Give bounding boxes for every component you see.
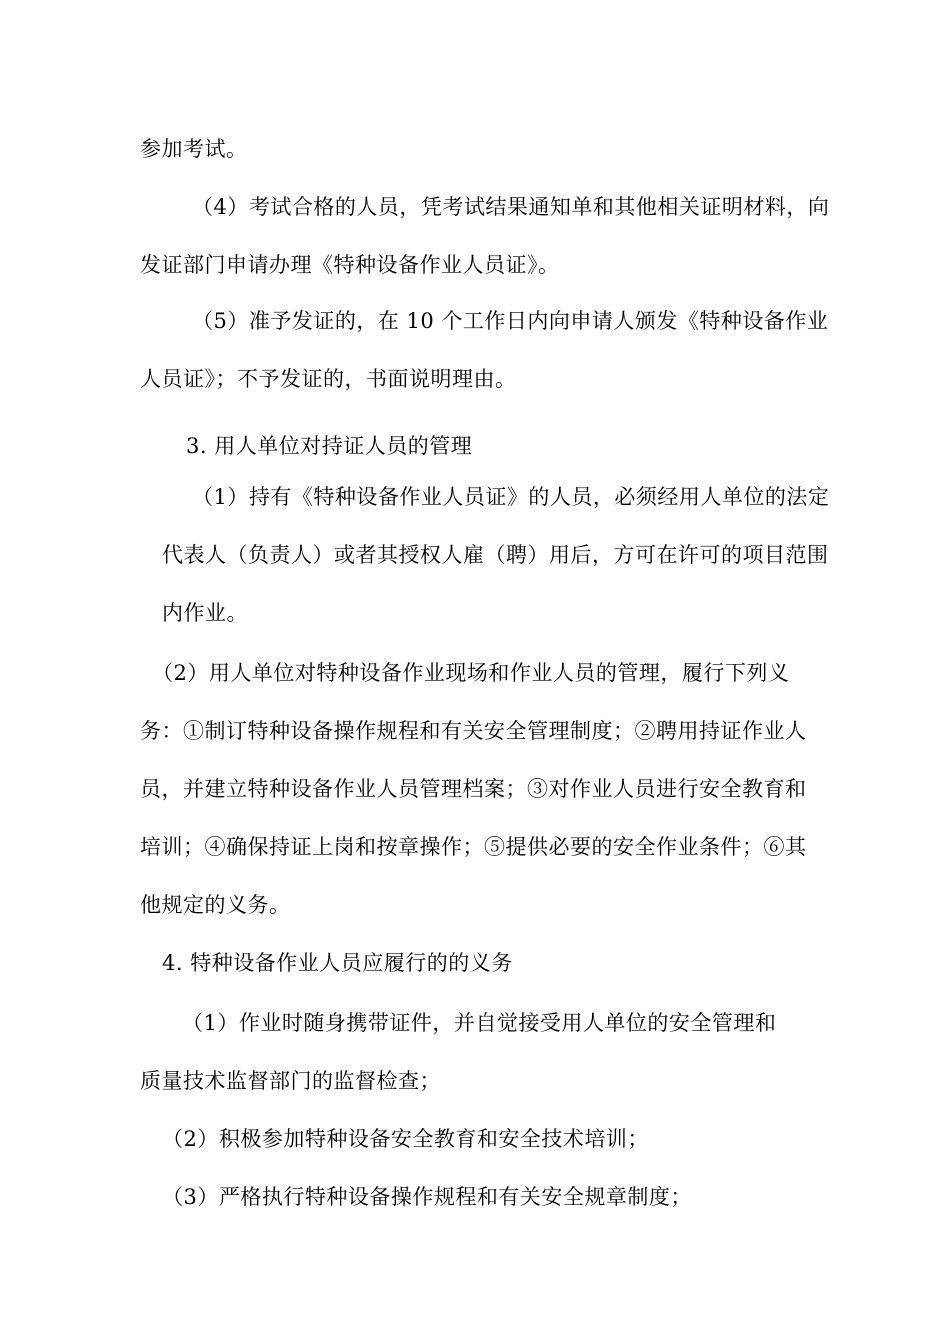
section-heading: 4. 特种设备作业人员应履行的的义务 (162, 951, 513, 975)
text-line: （3）严格执行特种设备操作规程和有关安全规章制度； (162, 1185, 692, 1209)
text-line: 他规定的义务。 (140, 893, 291, 917)
text-line: 发证部门申请办理《特种设备作业人员证》。 (140, 253, 560, 277)
text-line: （2）积极参加特种设备安全教育和安全技术培训； (162, 1127, 649, 1151)
text-line: 员，并建立特种设备作业人员管理档案；③对作业人员进行安全教育和 (140, 777, 807, 801)
text-line: 培训；④确保持证上岗和按章操作；⑤提供必要的安全作业条件；⑥其 (140, 835, 807, 859)
text-line: （5）准予发证的，在 10 个工作日内向申请人颁发《特种设备作业 (192, 309, 829, 333)
text-line: （2）用人单位对特种设备作业现场和作业人员的管理，履行下列义 (152, 661, 790, 685)
text-line: 参加考试。 (140, 137, 248, 161)
text-line: （1）持有《特种设备作业人员证》的人员，必须经用人单位的法定 (192, 485, 830, 509)
text-line: 质量技术监督部门的监督检查； (140, 1069, 441, 1093)
section-heading: 3. 用人单位对持证人员的管理 (186, 434, 473, 458)
text-line: 内作业。 (162, 601, 248, 625)
text-line: 代表人（负责人）或者其授权人雇（聘）用后，方可在许可的项目范围 (162, 543, 829, 567)
text-line: 人员证》；不予发证的，书面说明理由。 (140, 367, 517, 391)
text-line: （1）作业时随身携带证件，并自觉接受用人单位的安全管理和 (182, 1011, 777, 1035)
text-line: （4）考试合格的人员，凭考试结果通知单和其他相关证明材料，向 (192, 195, 830, 219)
text-line: 务：①制订特种设备操作规程和有关安全管理制度；②聘用持证作业人 (140, 719, 807, 743)
